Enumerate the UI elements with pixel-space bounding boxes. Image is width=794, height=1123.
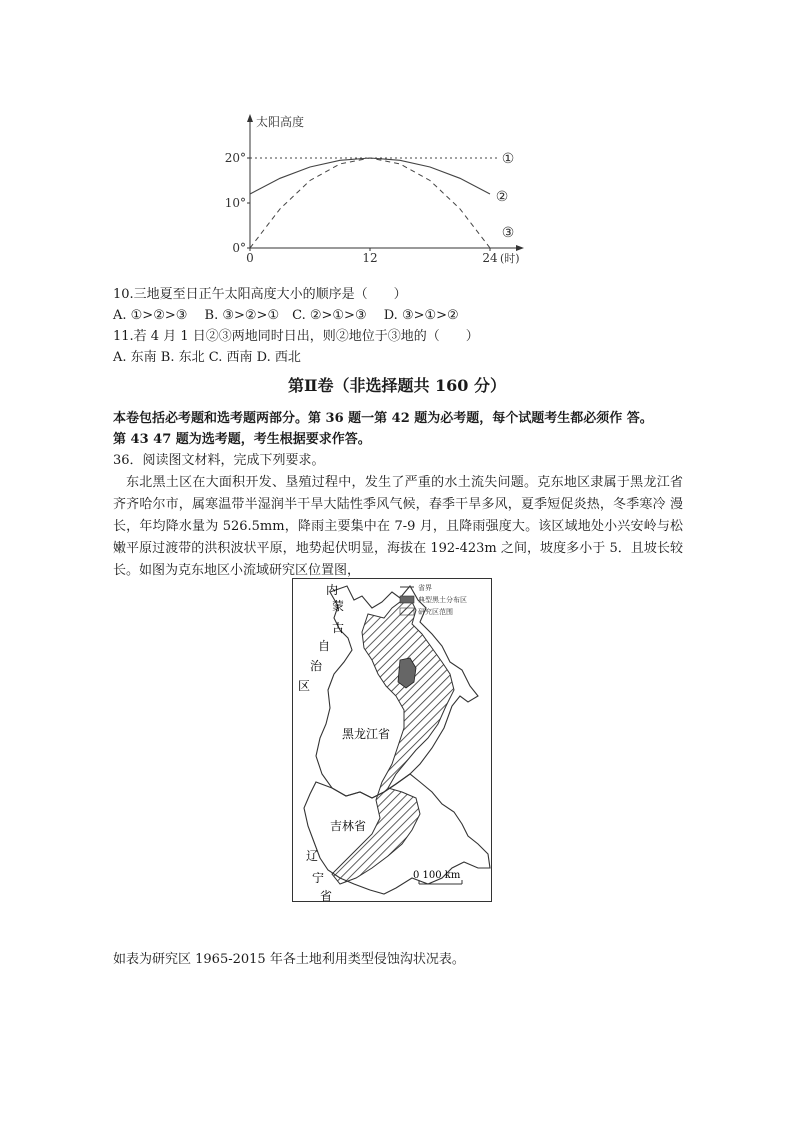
series-line (250, 158, 490, 194)
x-tick-label: 24 (482, 251, 498, 265)
question-10-options: A. ①>②>③ B. ③>②>① C. ②>①>③ D. ③>①>② (113, 308, 459, 323)
section-title: 第Ⅱ卷（非选择题共 160 分） (287, 376, 507, 395)
scale-label: 0 100 km (413, 870, 461, 881)
label-ning: 宁 (312, 871, 325, 885)
series-label: ③ (501, 225, 515, 241)
label-heilongjiang: 黑龙江省 (342, 727, 391, 741)
question-11-stem: 11.若 4 月 1 日②③两地同时日出，则②地位于③地的（ ） (113, 329, 479, 344)
legend-black-soil-label: 典型黑土分布区 (418, 596, 467, 604)
label-sheng: 省 (320, 889, 333, 902)
x-tick-label: 12 (362, 251, 378, 265)
label-meng: 蒙 (332, 599, 345, 613)
label-qu: 区 (298, 679, 311, 693)
question-36-title: 36．阅读图文材料，完成下列要求。 (113, 453, 325, 468)
x-axis-arrow (516, 245, 524, 251)
question-11-options: A. 东南 B. 东北 C. 西南 D. 西北 (113, 350, 301, 365)
x-axis-unit-label: (时) (500, 252, 520, 265)
label-liao: 辽 (306, 849, 319, 863)
label-gu: 古 (332, 621, 345, 635)
question-10-stem: 10.三地夏至日正午太阳高度大小的顺序是（ ） (113, 287, 407, 302)
table-caption: 如表为研究区 1965-2015 年各土地利用类型侵蚀沟状况表。 (113, 952, 465, 967)
series-label: ② (495, 189, 509, 205)
label-nei: 内 (326, 583, 339, 597)
y-tick-label: 20° (224, 151, 246, 165)
legend-study-area-label: 研究区范围 (418, 608, 453, 616)
series-label: ① (501, 151, 515, 167)
y-tick-label: 10° (224, 196, 246, 210)
label-jilin: 吉林省 (330, 819, 367, 833)
instructions-line-1: 本卷包括必考题和选考题两部分。第 36 题一第 42 题为必考题，每个试题考生都必须作 答。 (113, 411, 653, 426)
label-zi: 自 (318, 639, 331, 653)
y-tick-label: 0° (232, 241, 246, 255)
series-line (250, 158, 490, 248)
legend-boundary-label: 省界 (418, 584, 432, 592)
sun-altitude-chart (220, 108, 560, 268)
instructions-line-2: 第 43 47 题为选考题，考生根据要求作答。 (113, 432, 371, 447)
question-36-paragraph: 东北黑土区在大面积开发、垦殖过程中，发生了严重的水土流失问题。克东地区隶属于黑龙江省齐齐哈尔市，属寒温带半湿润半干旱大陆性季风气候，春季干旱多风，夏季短促炎热，冬季寒冷 漫长，年均降水量为 526.5mm，降雨主要集中在 7-9 月，且降雨强度大。该区域地处小兴安岭与松嫩平原过渡带的洪积波状平原，地势起伏明显，海拔在 192-423m 之间，坡度多小于 5．且坡长较长。如图为克东地区小流域研究区位置图， (113, 475, 683, 578)
label-zhi: 治 (310, 659, 323, 673)
chart-plot-area (225, 114, 524, 265)
y-axis-arrow (247, 114, 253, 122)
kedong-location-map (292, 578, 492, 902)
x-tick-label: 0 (246, 251, 254, 265)
y-axis-label: 太阳高度 (256, 115, 305, 129)
